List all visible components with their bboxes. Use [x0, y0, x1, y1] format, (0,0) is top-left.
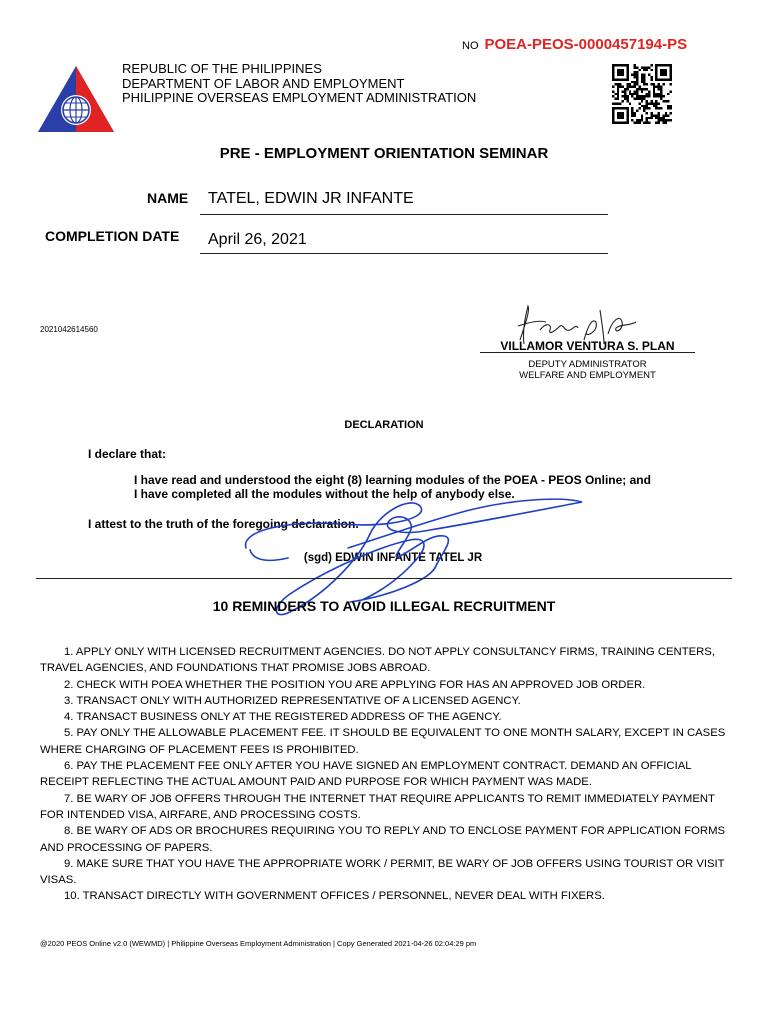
- declaration-heading: DECLARATION: [344, 419, 424, 431]
- signatory-position-line1: DEPUTY ADMINISTRATOR: [528, 359, 647, 370]
- reminder-item: 8. BE WARY OF ADS OR BROCHURES REQUIRING YOU TO REPLY AND TO ENCLOSE PAYMENT FOR APPLICATION FORMS AND PROCESSING OF PAPERS.: [40, 825, 726, 854]
- name-label: NAME: [147, 190, 189, 206]
- page-footer: @2020 PEOS Online v2.0 (WEWMD) | Philippine Overseas Employment Administration | Copy Generated 2021-04-26 02:04:29 pm: [40, 939, 477, 948]
- certificate-number: [462, 36, 687, 53]
- poea-logo-icon: [36, 64, 116, 134]
- name-value: TATEL, EDWIN JR INFANTE: [208, 190, 414, 207]
- signatory-name: VILLAMOR VENTURA S. PLAN: [500, 339, 675, 353]
- header-line-republic: REPUBLIC OF THE PHILIPPINES: [122, 61, 322, 76]
- header-line-administration: PHILIPPINE OVERSEAS EMPLOYMENT ADMINISTRATION: [122, 90, 477, 105]
- completion-date-value: April 26, 2021: [208, 231, 307, 248]
- completion-date-label: COMPLETION DATE: [45, 228, 180, 244]
- signatory-position-line2: WELFARE AND EMPLOYMENT: [519, 370, 656, 381]
- reminders-list: [40, 644, 730, 905]
- reminder-item: 3. TRANSACT ONLY WITH AUTHORIZED REPRESENTATIVE OF A LICENSED AGENCY.: [64, 694, 521, 707]
- certificate-title: PRE - EMPLOYMENT ORIENTATION SEMINAR: [219, 145, 549, 162]
- declarant-signature-name: (sgd) EDWIN INFANTE TATEL JR: [303, 552, 483, 564]
- reminders-heading: 10 REMINDERS TO AVOID ILLEGAL RECRUITMENT: [212, 598, 556, 614]
- serial-number: 2021042614560: [40, 325, 98, 334]
- certificate-number-prefix: NO: [462, 40, 479, 52]
- agency-header: [122, 62, 476, 106]
- reminder-item: 2. CHECK WITH POEA WHETHER THE POSITION YOU ARE APPLYING FOR HAS AN APPROVED JOB ORDER.: [64, 678, 646, 691]
- header-line-department: DEPARTMENT OF LABOR AND EMPLOYMENT: [122, 75, 405, 91]
- certificate-number-code: POEA-PEOS-0000457194-PS: [484, 36, 688, 53]
- section-divider: [36, 578, 732, 579]
- declaration-statement-2: I have completed all the modules without the help of anybody else.: [134, 487, 515, 501]
- reminder-item: 9. MAKE SURE THAT YOU HAVE THE APPROPRIATE WORK / PERMIT, BE WARY OF JOB OFFERS USING TOURIST OR VISIT VISAS.: [40, 857, 725, 887]
- completion-date-underline: [200, 253, 608, 254]
- reminder-item: 7. BE WARY OF JOB OFFERS THROUGH THE INTERNET THAT REQUIRE APPLICANTS TO REMIT IMMEDIATELY PAYMENT FOR INTENDED VISA, AIRFARE, AND PROCESSING COSTS.: [40, 792, 715, 821]
- reminder-item: 1. APPLY ONLY WITH LICENSED RECRUITMENT AGENCIES. DO NOT APPLY CONSULTANCY FIRMS, TRAINING CENTERS, TRAVEL AGENCIES, AND FOUNDATIONS THAT PROMISE JOBS ABROAD.: [40, 646, 715, 675]
- declaration-intro: I declare that:: [88, 447, 167, 461]
- reminder-item: 5. PAY ONLY THE ALLOWABLE PLACEMENT FEE. IT SHOULD BE EQUIVALENT TO ONE MONTH SALARY, EXCEPT IN CASES WHERE CHARGING OF PLACEMENT FEES IS PROHIBITED.: [40, 727, 726, 756]
- declaration-statement-1: I have read and understood the eight (8) learning modules of the POEA - PEOS Online; and: [134, 473, 651, 487]
- name-underline: [200, 214, 608, 215]
- reminder-item: 10. TRANSACT DIRECTLY WITH GOVERNMENT OFFICES / PERSONNEL, NEVER DEAL WITH FIXERS.: [64, 890, 605, 903]
- reminder-item: 6. PAY THE PLACEMENT FEE ONLY AFTER YOU HAVE SIGNED AN EMPLOYMENT CONTRACT. DEMAND AN OFFICIAL RECEIPT REFLECTING THE ACTUAL AMOUNT PAID AND PURPOSE FOR WHICH PAYMENT WAS MADE.: [40, 760, 692, 789]
- qr-code-icon: [612, 64, 672, 124]
- reminder-item: 4. TRANSACT BUSINESS ONLY AT THE REGISTERED ADDRESS OF THE AGENCY.: [64, 711, 502, 724]
- declaration-attest: I attest to the truth of the foregoing declaration.: [88, 517, 359, 531]
